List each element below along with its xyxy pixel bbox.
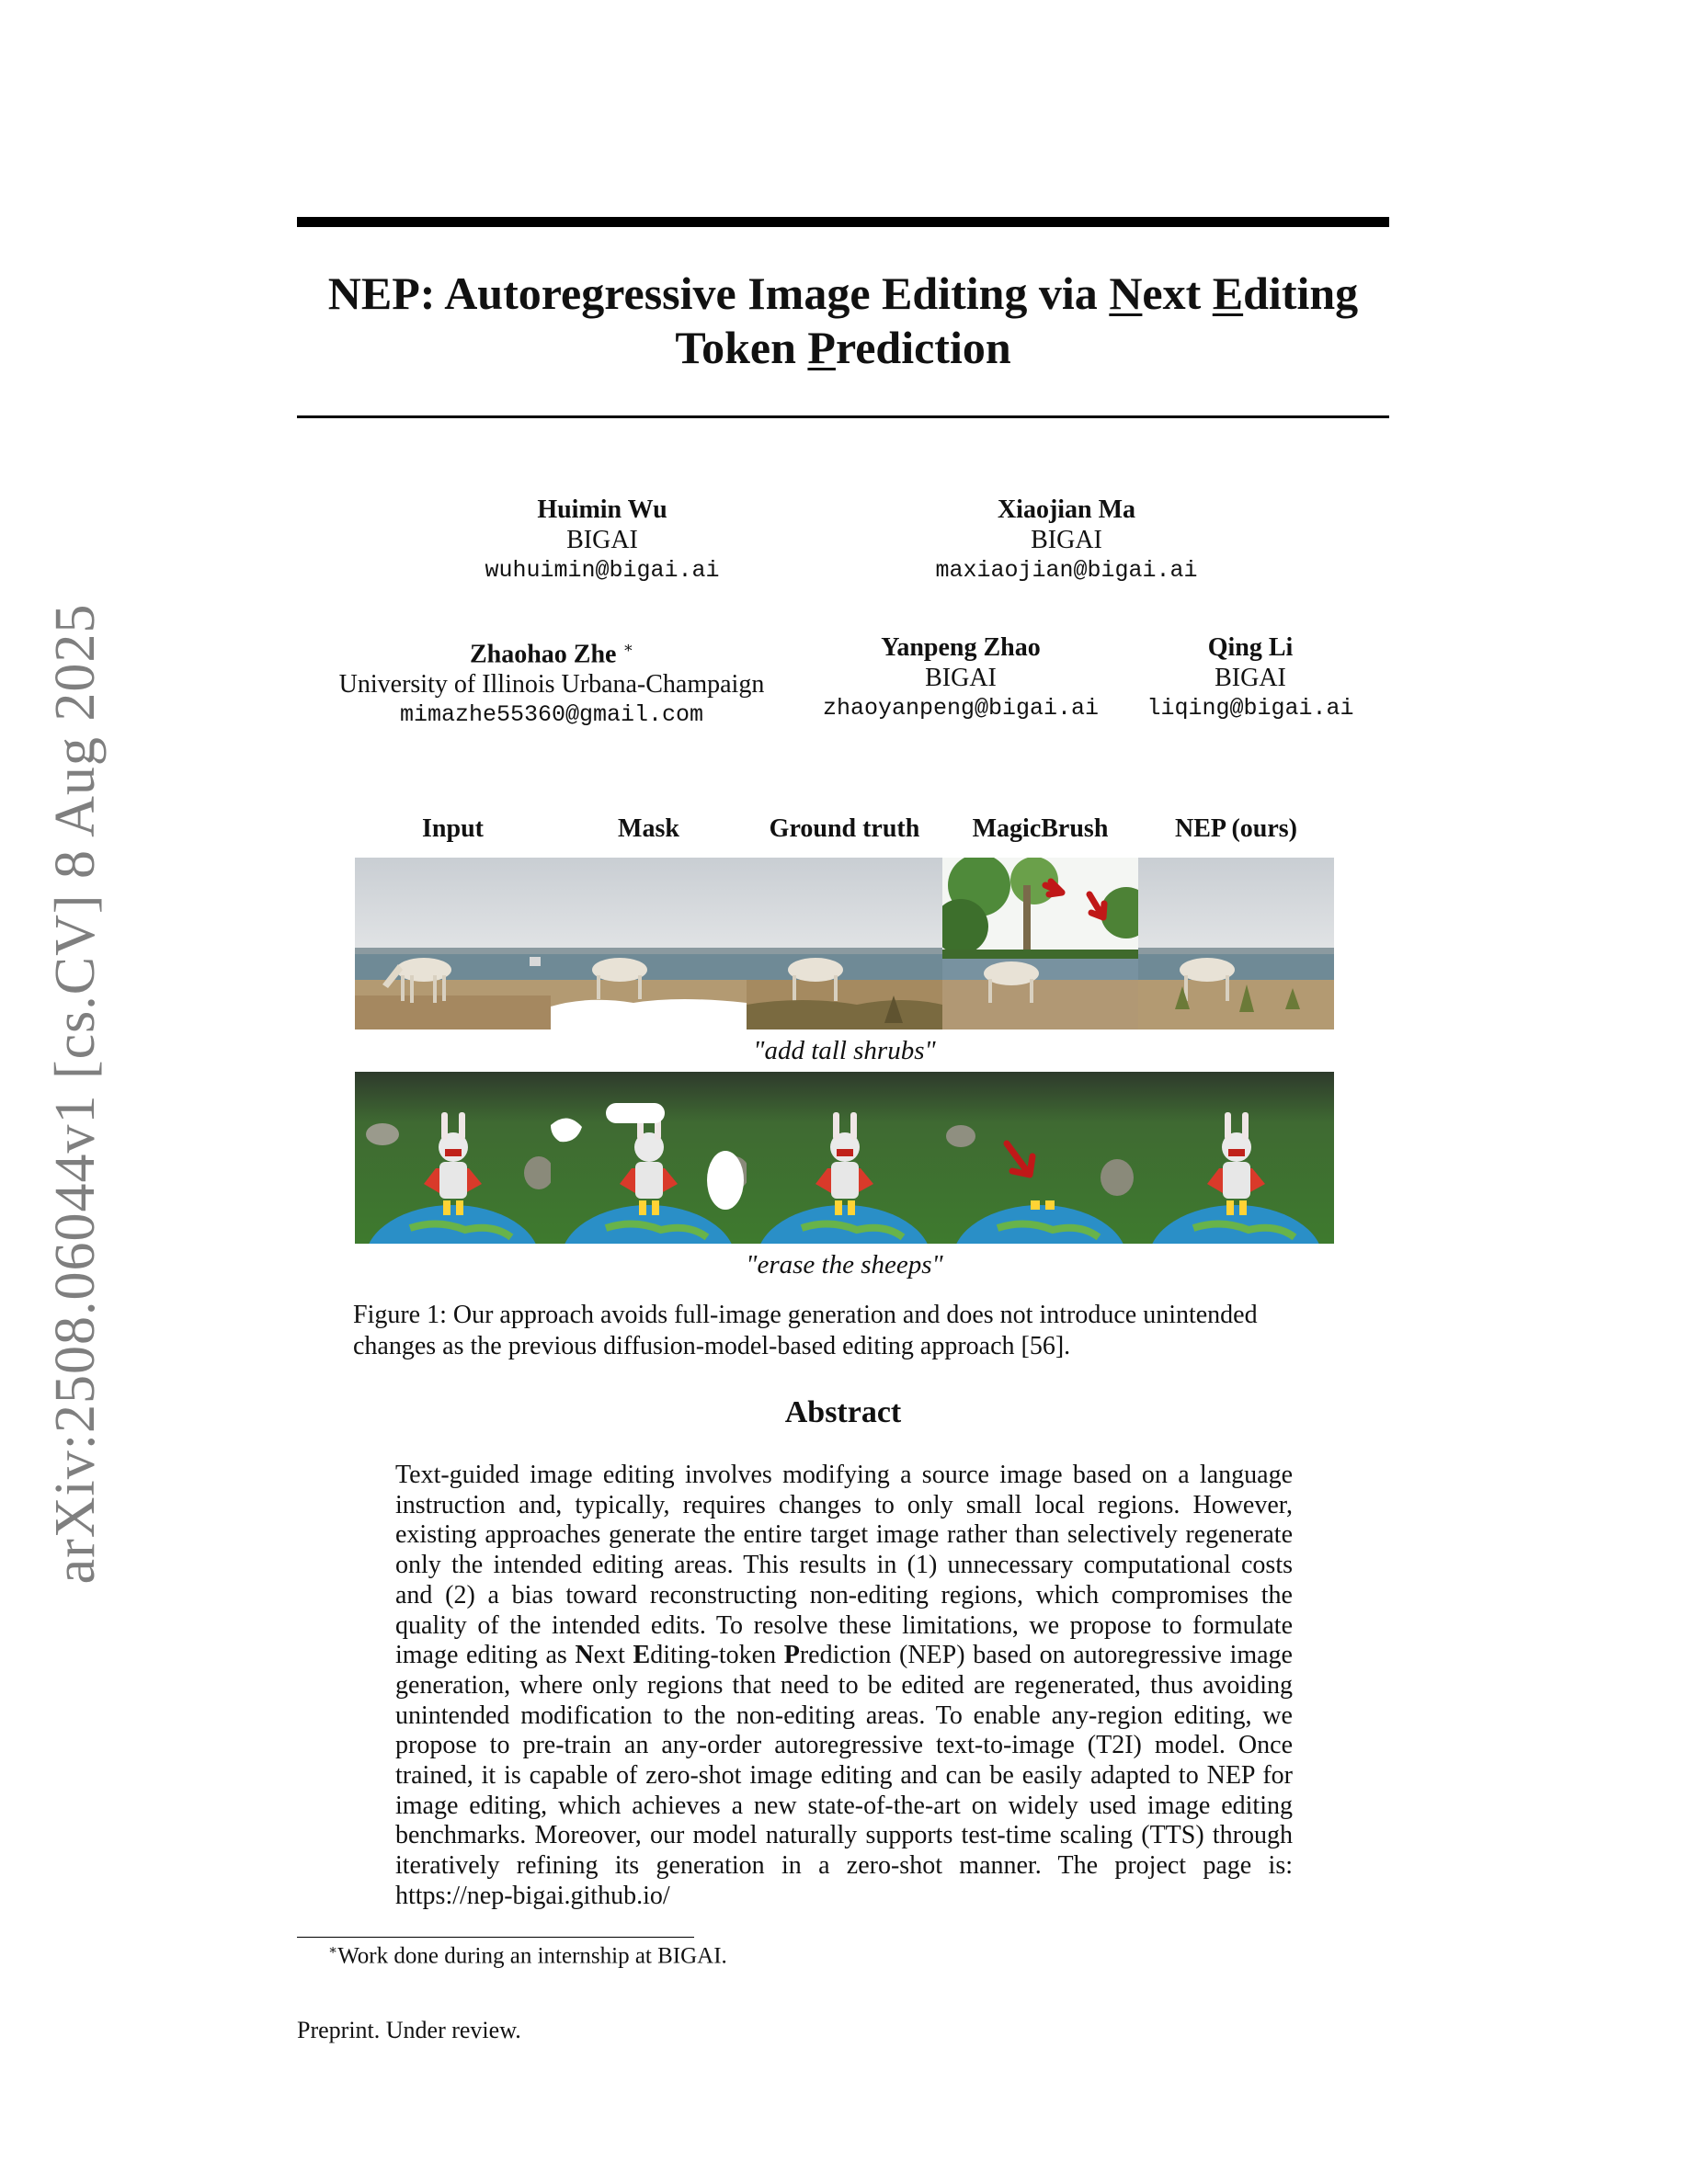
title-rule-top — [297, 217, 1389, 227]
author-block — [809, 632, 1112, 723]
author-affiliation: BIGAI — [1031, 526, 1102, 554]
author-name: Qing Li — [1207, 633, 1294, 662]
figure-column-mask: Mask — [618, 814, 679, 843]
author-affiliation: BIGAI — [566, 526, 638, 554]
figure-row-toy — [355, 1072, 1334, 1244]
title-rule-bottom — [297, 415, 1389, 418]
footnote-rule — [297, 1937, 694, 1938]
arxiv-side-stamp: arXiv:2508.06044v1 [cs.CV] 8 Aug 2025 — [43, 603, 107, 1585]
author-name: Huimin Wu — [537, 495, 667, 524]
author-block — [1140, 632, 1361, 723]
author-block — [313, 632, 791, 730]
horse-ground-truth-image — [747, 858, 942, 1029]
toy-input-image — [355, 1072, 551, 1244]
author-email: zhaoyanpeng@bigai.ai — [822, 695, 1100, 722]
horse-magicbrush-image — [942, 858, 1138, 1029]
toy-nep-image — [1138, 1072, 1334, 1244]
footnote: ∗Work done during an internship at BIGAI. — [328, 1943, 727, 1969]
author-email: wuhuimin@bigai.ai — [485, 557, 720, 584]
figure-row2-caption: "erase the sheeps" — [746, 1250, 943, 1280]
figure-row-horse — [355, 858, 1334, 1029]
author-email: mimazhe55360@gmail.com — [399, 701, 704, 729]
author-affiliation: BIGAI — [925, 664, 997, 692]
author-name: Yanpeng Zhao — [881, 633, 1041, 662]
author-email: maxiaojian@bigai.ai — [935, 557, 1198, 584]
figure-row1-caption: "add tall shrubs" — [753, 1036, 936, 1065]
paper-title: NEP: Autoregressive Image Editing via Next Editing Token Prediction — [327, 267, 1359, 373]
author-affiliation: University of Illinois Urbana-Champaign — [338, 670, 765, 700]
figure-column-ground-truth: Ground truth — [769, 814, 920, 843]
horse-input-image — [355, 858, 551, 1029]
author-block — [906, 495, 1227, 586]
horse-mask-image — [551, 858, 747, 1029]
figure-caption: Figure 1: Our approach avoids full-image generation and does not introduce unintended changes as the previous diffusion-model-based editing approach [56]. — [353, 1301, 1258, 1360]
figure-column-input: Input — [422, 814, 484, 843]
toy-mask-image — [551, 1072, 747, 1244]
author-footnote-mark: ∗ — [622, 639, 634, 656]
author-affiliation: BIGAI — [1215, 664, 1286, 692]
horse-nep-image — [1138, 858, 1334, 1029]
author-email: liqing@bigai.ai — [1146, 695, 1354, 722]
preprint-note: Preprint. Under review. — [297, 2017, 521, 2043]
figure-column-nep: NEP (ours) — [1175, 814, 1297, 843]
author-block — [464, 495, 740, 586]
toy-ground-truth-image — [747, 1072, 942, 1244]
figure-column-magicbrush: MagicBrush — [972, 814, 1109, 843]
abstract-body: Text-guided image editing involves modifying a source image based on a language instruction and, typically, requires changes to only small local regions. However, existing approaches generate the entire target image rather than selectively regenerate only the intended editing areas. This results in (1) unnecessary computational costs and (2) a bias toward reconstructing non-editing regions, which compromises the quality of the intended edits. To resolve these limitations, we propose to formulate image editing as Next Editing-token Prediction (NEP) based on autoregressive image generation, where only regions that need to be edited are regenerated, thus avoiding unintended modification to the non-editing areas. To enable any-region editing, we propose to pre-train an any-order autoregressive text-to-image (T2I) model. Once trained, it is capable of zero-shot image editing and can be easily adapted to NEP for image editing, which achieves a new state-of-the-art on widely used image editing benchmarks. Moreover, our model naturally supports test-time scaling (TTS) through iteratively refining its generation in a zero-shot manner. The project page is: https://nep-bigai.github.io/ — [395, 1461, 1293, 1910]
toy-magicbrush-image — [942, 1072, 1138, 1244]
author-name: Zhaohao Zhe ∗ — [469, 639, 634, 669]
abstract-heading: Abstract — [784, 1395, 902, 1429]
author-name: Xiaojian Ma — [997, 495, 1136, 524]
